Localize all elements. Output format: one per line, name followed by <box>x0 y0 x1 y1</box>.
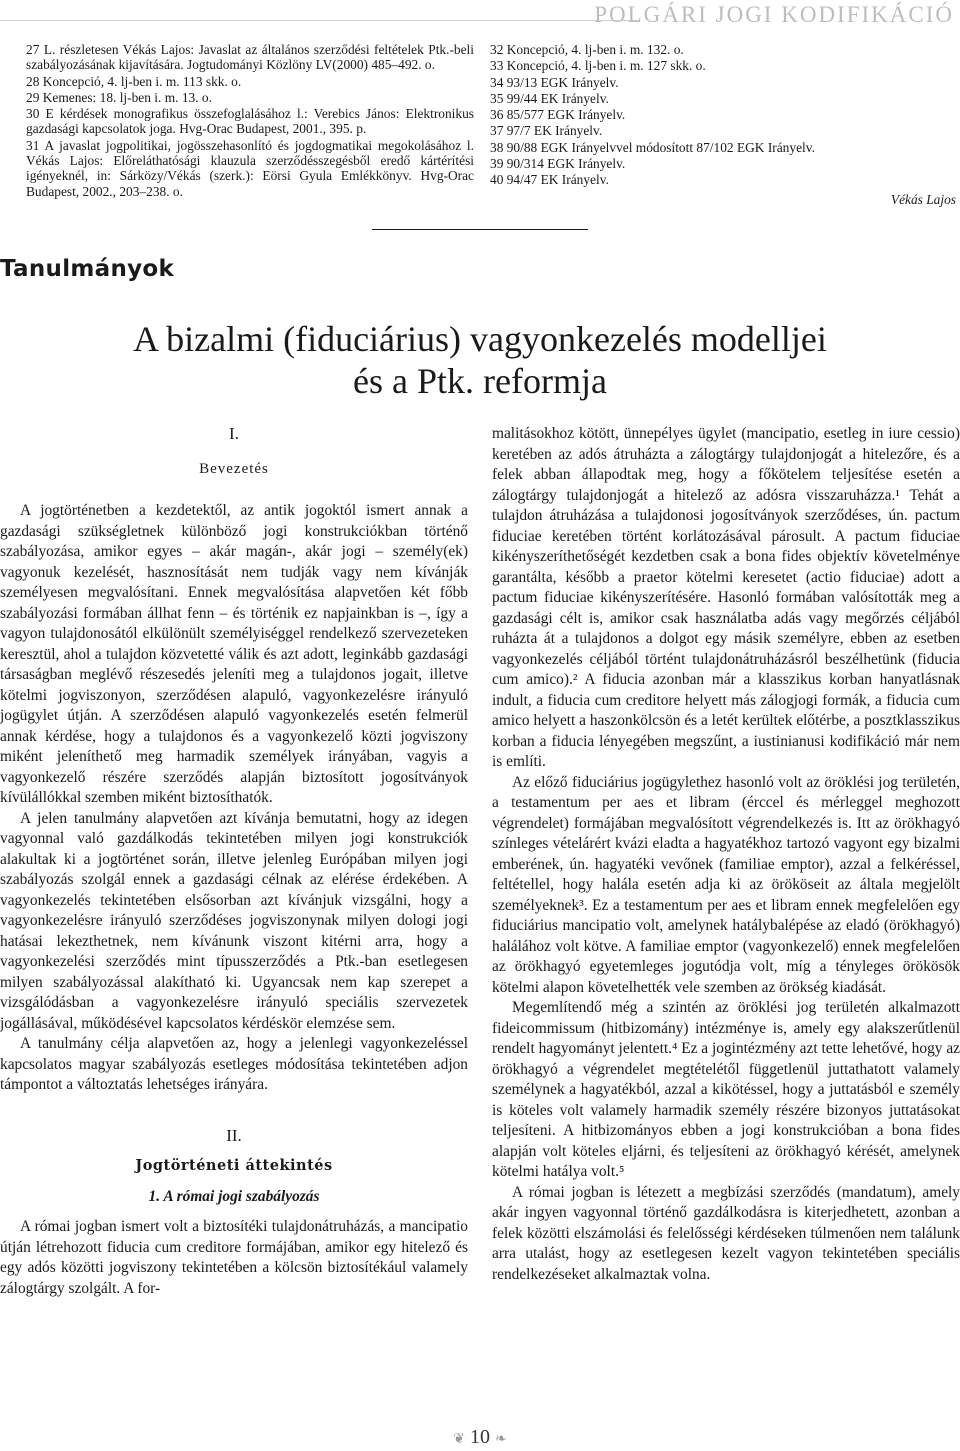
footnote-30: 30 E kérdések monografikus összefoglalásához l.: Verebics János: Elektronikus gazdasági kapcsolatok joga. Hvg-Orac Budapest, 2001., 395. p. <box>26 106 474 137</box>
footnote-40: 40 94/47 EK Irányelv. <box>490 172 609 188</box>
body-paragraph: A római jogban is létezett a megbízási szerződés (mandatum), amely akár ingyen vagyonnal történő gazdálkodásra is kiterjedhetett, azonban a felek közötti elszámolási és felelősségi kérdéseken túlmenően nem találunk arra utalást, hogy az esetlegesen kezelt vagyon tekintetében speciális rendelkezéseket alkalmaztak volna. <box>492 1183 960 1283</box>
footnotes-left <box>26 42 474 200</box>
page-number <box>432 1426 528 1449</box>
author-signature: Vékás Lajos <box>890 192 956 207</box>
heading-1-number: I. <box>229 424 239 443</box>
body-paragraph: A római jogban ismert volt a biztosítéki tulajdonátruházás, a mancipatio útján létrehozott fiducia cum creditore formájában, amikor egy hitelező és egy adós közötti jogviszony tekintetében a kölcsön biztosítékául valamely zálogtárgy szolgált. A for- <box>0 1218 468 1297</box>
footnote-36: 36 85/577 EGK Irányelv. <box>490 107 626 123</box>
heading-2-title: Jogtörténeti áttekintés <box>135 1157 333 1174</box>
left-column <box>0 424 468 1299</box>
footnote-38: 38 90/88 EGK Irányelvvel módosított 87/102 EGK Irányelv. <box>490 139 815 155</box>
article-title <box>100 318 860 402</box>
body-paragraph: A tanulmány célja alapvetően az, hogy a jelenlegi vagyonkezeléssel kapcsolatos magyar szabályozás esetleges módosítása tekintetében adjon támpontot a változtatás lehetséges irányára. <box>0 1035 468 1093</box>
heading-1-title: Bevezetés <box>199 460 269 477</box>
body-paragraph: A jogtörténetben a kezdetektől, az antik jogoktól ismert annak a gazdasági szükségletnek különböző jogi konstrukciókban történő szabályozása, amikor egyes – akár magán-, akár jogi – személy(ek) vagyonuk kezelését, hasznosítását nem tudják vagy nem kívánják személyesen megvalósítani. Ennek megvalósítása alapvetően két főbb szabályozási formában állhat fenn – és történik ez napjainkban is –, így a vagyon tulajdonosától elkülönült személyiséggel rendelkező szervezeteken keresztül, ahol a tulajdon közvetetté válik és azt adott, leginkább gazdasági társaságban meglévő részesedés jeleníti meg a tulajdonos jogait, illetve kötelmi jogviszonyon, szerződésen alapuló, vagyonkezelésre irányuló jogügylet útján. A szerződésen alapuló vagyonkezelés esetén felmerül annak kérdése, hogy a tulajdonos és a vagyonkezelő közti jogviszony miként jeleníthető meg harmadik személyek irányában, vagyis a vagyonkezelő részére szerződés alapján biztosított jogosítványok kívülállókkal szemben miként biztosíthatók. <box>0 502 468 806</box>
header-rule <box>0 20 640 21</box>
footnote-35: 35 99/44 EK Irányelv. <box>490 90 609 106</box>
ornament-left-icon: ❦ <box>453 1432 465 1447</box>
title-line-1: A bizalmi (fiduciárius) vagyonkezelés modelljei <box>133 319 827 359</box>
footnote-27: 27 L. részletesen Vékás Lajos: Javaslat az általános szerződési feltételek Ptk.-beli szabályozásának kijavítására. Jogtudományi Közlöny LV(2000) 485–492. o. <box>26 42 474 73</box>
ornament-right-icon: ❧ <box>495 1432 507 1447</box>
body-paragraph: A jelen tanulmány alapvetően azt kívánja bemutatni, hogy az idegen vagyonnal való gazdálkodás tekintetében milyen jogi konstrukciók alakultak ki a jogtörténet során, illetve jelenleg Európában milyen jogi szabályozás szolgál ennek a gazdasági célnak az elérése érdekében. A vagyonkezelés tekintetében elsősorban azt kívánjuk vizsgálni, hogy a vagyonkezelésre irányuló szerződéses jogviszonynak milyen dologi jogi hatásai lekezthetnek, nem kívánunk viszont kitérni arra, hogy a vagyonkezelési szerződés mint típusszerződés a Ptk.-ban esetlegesen milyen szabályozással alakítható ki. Ugyancsak nem kap szerepet a vizsgálódásban a vagyonkezelésre irányuló speciális szervezetek jogállásával, működésével kapcsolatos kérdéskör elemzése sem. <box>0 809 468 1032</box>
body-paragraph: Az előző fiduciárius jogügylethez hasonló volt az öröklési jog területén, a testamentum per aes et libram (érccel és mérleggel meghozott végrendelet) formájában megvalósított végrendelkezés is. Itt az örökhagyó színleges vételárért kvázi eladta a hagyatékhoz tartozó vagyont egy bizalmi emberének, ún. hagyatéki vevőnek (familiae emptor), azzal a felkéréssel, feltétellel, hogy halála esetén adja ki az örököseit az általa megjelölt személyeknek³. Ez a testamentum per aes et libram ennek megfelelően egy fiduciárius mancipatio volt, amelynek hatálybalépése az eladó (örökhagyó) halálához volt kötve. A familiae emptor (vagyonkezelő) ennek megfelelően az örökhagyó egyetemleges jogutódja volt, míg a tényleges örökösök kötelmi alapon követelhették vele szemben az örökség kiadását. <box>492 773 960 996</box>
footnote-34: 34 93/13 EGK Irányelv. <box>490 74 619 90</box>
footnotes-right <box>490 42 960 189</box>
running-head: POLGÁRI JOGI KODIFIKÁCIÓ <box>594 2 954 27</box>
right-column <box>492 424 960 1285</box>
footnote-29: 29 Kemenes: 18. lj-ben i. m. 13. o. <box>26 89 212 105</box>
footnote-37: 37 97/7 EK Irányelv. <box>490 123 603 139</box>
heading-2-number: II. <box>226 1125 242 1145</box>
footnote-39: 39 90/314 EGK Irányelv. <box>490 156 626 172</box>
body-paragraph: Megemlítendő még a szintén az öröklési jog területén alkalmazott fideicommissum (hitbizomány) intézménye is, amely egy alakszerűtlenül rendelt hagyományt jelentett.⁴ Ez a jogintézmény azt tette lehetővé, hogy az örökhagyó a végrendelet megtételétől függetlenül juttathatott valamely személynek a hagyatékból, azzal a kikötéssel, hogy a juttatásból e személy is köteles volt valamely harmadik személy részére bizonyos juttatásokat teljesíteni. A hitbizományos ebben a jogi konstrukcióban a bona fides alapján volt köteles eljárni, és teljesíteni az örökhagyó kérését, amelynek kötelmi hatálya volt.⁵ <box>492 999 960 1180</box>
footnote-33: 33 Koncepció, 4. lj-ben i. m. 127 skk. o. <box>490 58 706 74</box>
title-line-2: és a Ptk. reformja <box>353 361 607 401</box>
heading-2-subtitle: 1. A római jogi szabályozás <box>148 1187 320 1205</box>
section-label: Tanulmányok <box>0 256 175 282</box>
footnote-31: 31 A javaslat jogpolitikai, jogösszehasonlító és jogdogmatikai megokolásához l. Vékás Lajos: Előreláthatósági klauzula szerződésszegésből eredő kártérítési igényeknél, in: Sárközy/Vékás (szerk.): Eörsi Gyula Emlékkönyv. Hvg-Orac Budapest, 2002., 203–238. o. <box>26 137 474 199</box>
body-paragraph: malitásokhoz kötött, ünnepélyes ügylet (mancipatio, esetleg in iure cessio) keretében az adós átruházta a zálogtárgy tulajdonjogát a hitelezőre, és a felek abban állapodtak meg, hogy a főkötelem teljesítése esetén a zálogtárgy tulajdonjogát a hitelező az adósra visszaruházza.¹ Tehát a tulajdon átruházása a tulajdonosi jogosítványok szerződéses, ún. pactum fiduciae keretében történt korlátozásával párosult. A pactum fiduciae kikényszeríthetőségét kezdetben csak a bona fides objektív követelménye garantálta, később a praetor kötelmi keresetet (actio fiduciae) adott a pactum fiduciae kikényszerítésére. Hasonló formában valósították meg a gazdasági célt is, amikor csak használatba adás vagy megőrzés céljából ruházta át a tulajdonos a dolgot egy másik személyre, ebben az esetben vagyonkezelés céljából történt tulajdonátruházásról beszélhetünk (fiducia cum amico).² A fiducia azonban már a klasszikus korban hanyatlásnak indult, a fiducia cum creditore helyett más zálogjogi formák, a fiducia cum amico helyett a haszonkölcsön és a letét kerültek előtérbe, a posztklasszikus korban a fiducia lényegében megszűnt, a iustinianusi kodifikáció már nem is említi. <box>492 425 960 770</box>
section-divider <box>372 229 588 230</box>
page-number-value: 10 <box>470 1426 490 1448</box>
footnote-32: 32 Koncepció, 4. lj-ben i. m. 132. o. <box>490 42 684 57</box>
footnote-28: 28 Koncepció, 4. lj-ben i. m. 113 skk. o. <box>26 73 242 89</box>
